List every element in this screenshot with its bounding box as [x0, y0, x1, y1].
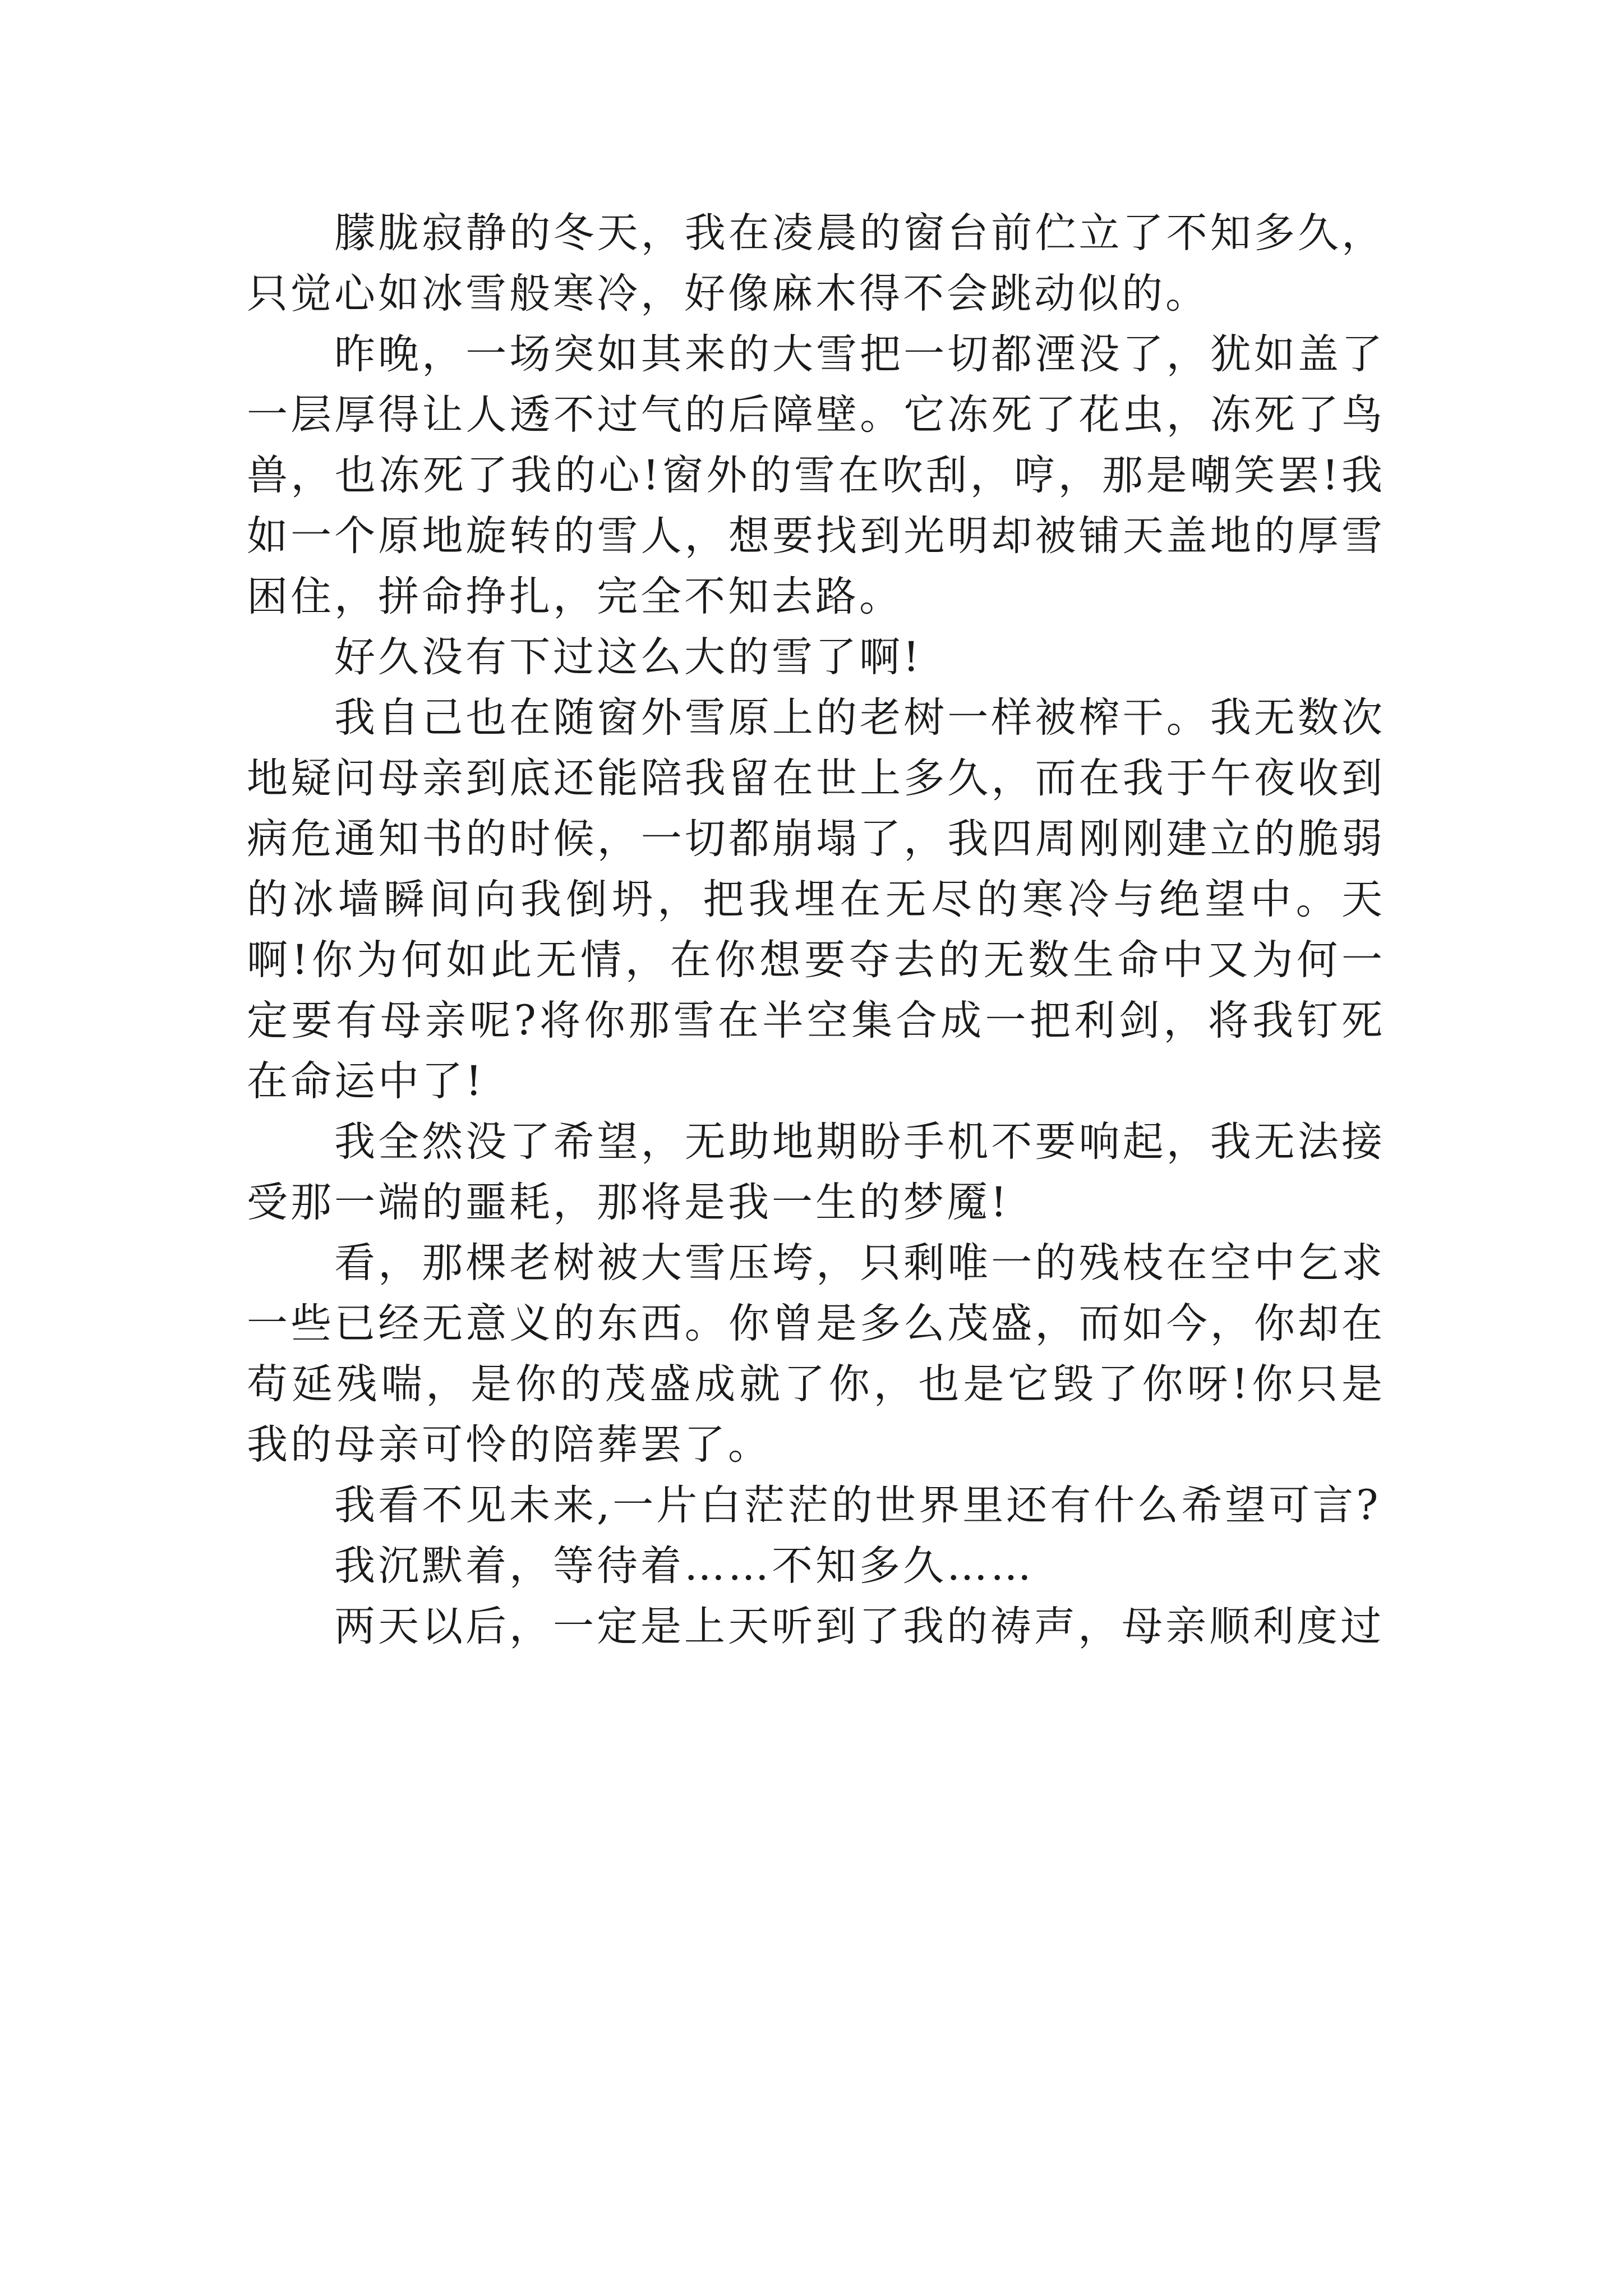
article-body [247, 203, 1385, 1657]
paragraph-2: 昨晚，一场突如其来的大雪把一切都湮没了，犹如盖了一层厚得让人透不过气的后障壁。它冻死了花虫，冻死了鸟兽，也冻死了我的心!窗外的雪在吹刮，哼，那是嘲笑罢!我如一个原地旋转的雪人，想要找到光明却被铺天盖地的厚雪困住，拼命挣扎，完全不知去路。 [247, 330, 1385, 620]
paragraph-5: 我全然没了希望，无助地期盼手机不要响起，我无法接受那一端的噩耗，那将是我一生的梦魇! [247, 1118, 1385, 1226]
paragraph-9: 两天以后，一定是上天听到了我的祷声，母亲顺利度过 [334, 1603, 1384, 1650]
paragraph-3: 好久没有下过这么大的雪了啊! [334, 633, 923, 681]
paragraph-8: 我沉默着，等待着……不知多久…… [334, 1542, 1034, 1590]
paragraph-1: 朦胧寂静的冬天，我在凌晨的窗台前伫立了不知多久，只觉心如冰雪般寒冷，好像麻木得不会跳动似的。 [247, 209, 1385, 318]
paragraph-4: 我自己也在随窗外雪原上的老树一样被榨干。我无数次地疑问母亲到底还能陪我留在世上多久，而在我于午夜收到病危通知书的时候，一切都崩塌了，我四周刚刚建立的脆弱的冰墙瞬间向我倒坍，把我埋在无尽的寒冷与绝望中。天啊!你为何如此无情，在你想要夺去的无数生命中又为何一定要有母亲呢?将你那雪在半空集合成一把利剑，将我钉死在命运中了! [247, 694, 1385, 1105]
paragraph-6: 看，那棵老树被大雪压垮，只剩唯一的残枝在空中乞求一些已经无意义的东西。你曾是多么茂盛，而如今，你却在苟延残喘，是你的茂盛成就了你，也是它毁了你呀!你只是我的母亲可怜的陪葬罢了。 [247, 1239, 1385, 1469]
paragraph-7: 我看不见未来,一片白茫茫的世界里还有什么希望可言? [334, 1481, 1381, 1529]
